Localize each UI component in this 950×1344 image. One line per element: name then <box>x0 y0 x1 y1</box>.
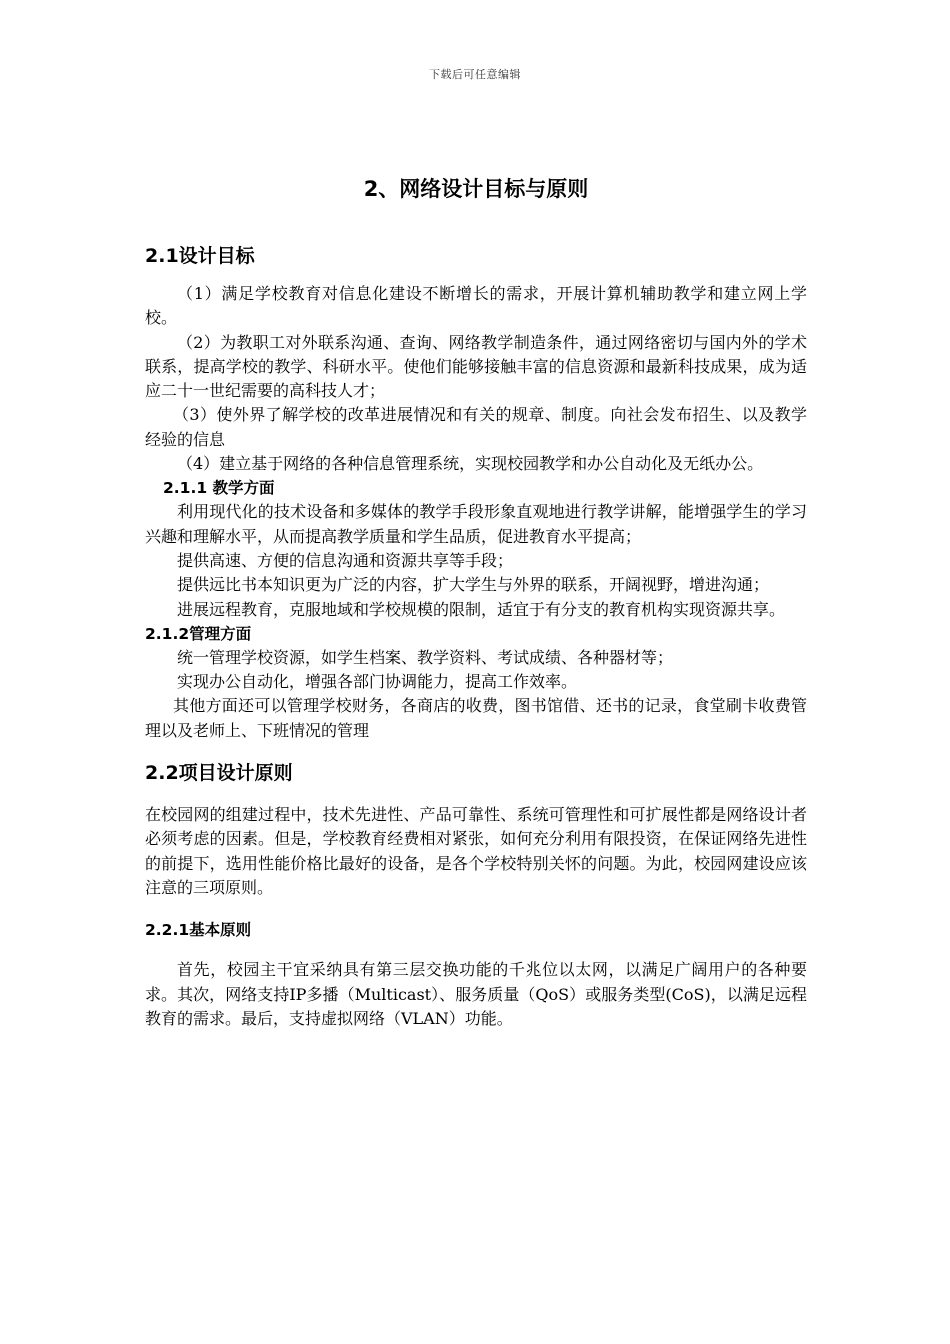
section-heading-2-1: 2.1设计目标 <box>145 245 255 267</box>
paragraph-teaching-3: 提供远比书本知识更为广泛的内容，扩大学生与外界的联系，开阔视野，增进沟通； <box>177 575 770 595</box>
paragraph-management-2: 实现办公自动化，增强各部门协调能力，提高工作效率。 <box>177 672 578 692</box>
paragraph-teaching-2: 提供高速、方便的信息沟通和资源共享等手段； <box>177 550 514 570</box>
document-body <box>145 168 807 1031</box>
paragraph-management-3: 其他方面还可以管理学校财务，各商店的收费，图书馆借、还书的记录，食堂刷卡收费管理以及老师上、下班情况的管理 <box>145 696 807 740</box>
paragraph-basic-principles: 首先，校园主干宜采纳具有第三层交换功能的千兆位以太网，以满足广阔用户的各种要求。其次，网络支持IP多播（Multicast）、服务质量（QoS）或服务类型(CoS)，以满足远程教育的需求。最后，支持虚拟网络（VLAN）功能。 <box>145 960 807 1028</box>
paragraph-goal-3: （3）使外界了解学校的改革进展情况和有关的规章、制度。向社会发布招生、以及教学经验的信息 <box>145 405 807 449</box>
header-note: 下载后可任意编辑 <box>429 68 521 81</box>
paragraph-teaching-4: 进展远程教育，克服地域和学校规模的限制，适宜于有分支的教育机构实现资源共享。 <box>177 599 786 619</box>
paragraph-principles-intro: 在校园网的组建过程中，技术先进性、产品可靠性、系统可管理性和可扩展性都是网络设计者必须考虑的因素。但是，学校教育经费相对紧张，如何充分利用有限投资，在保证网络先进性的前提下，选用性能价格比最好的设备，是各个学校特别关怀的问题。为此，校园网建设应该注意的三项原则。 <box>145 805 807 897</box>
paragraph-goal-1: （1）满足学校教育对信息化建设不断增长的需求，开展计算机辅助教学和建立网上学校。 <box>145 284 807 328</box>
paragraph-teaching-1: 利用现代化的技术设备和多媒体的教学手段形象直观地进行教学讲解，能增强学生的学习兴趣和理解水平，从而提高教学质量和学生品质，促进教育水平提高； <box>145 502 807 546</box>
paragraph-goal-4: （4）建立基于网络的各种信息管理系统，实现校园教学和办公自动化及无纸办公。 <box>177 454 764 474</box>
page-title: 2、网络设计目标与原则 <box>363 177 589 201</box>
paragraph-management-1: 统一管理学校资源，如学生档案、教学资料、考试成绩、各种器材等； <box>177 647 674 667</box>
section-heading-2-2: 2.2项目设计原则 <box>145 762 293 785</box>
subsection-heading-2-2-1: 2.2.1基本原则 <box>145 921 252 940</box>
subsection-heading-2-1-1: 2.1.1 教学方面 <box>163 479 275 498</box>
subsection-heading-2-1-2: 2.1.2管理方面 <box>145 624 252 643</box>
paragraph-goal-2: （2）为教职工对外联系沟通、查询、网络教学制造条件，通过网络密切与国内外的学术联系，提高学校的教学、科研水平。使他们能够接触丰富的信息资源和最新科技成果，成为适应二十一世纪需要的高科技人才； <box>145 332 807 401</box>
